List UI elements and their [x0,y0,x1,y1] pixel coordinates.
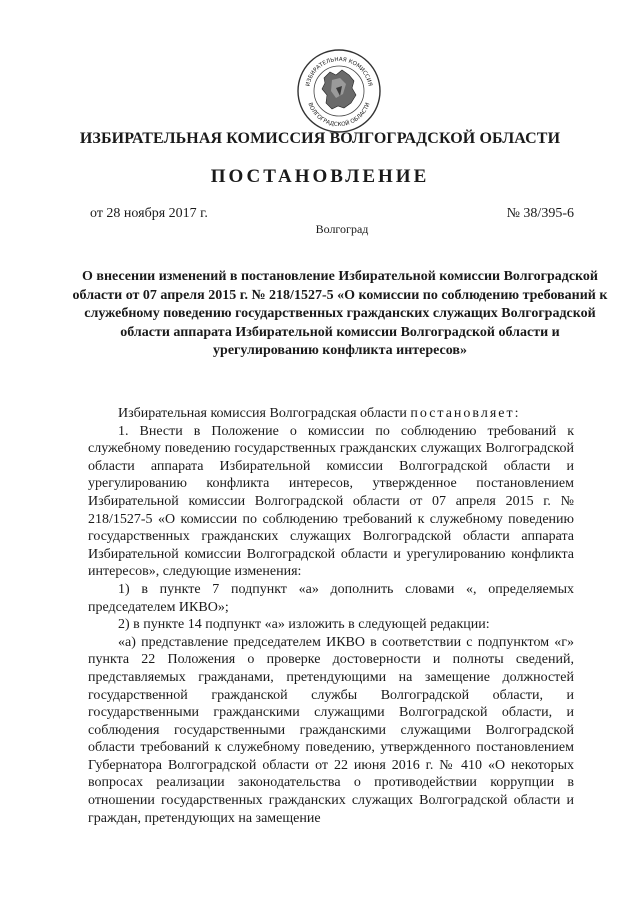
svg-text:ВОЛГОГРАДСКОЙ ОБЛАСТИ: ВОЛГОГРАДСКОЙ ОБЛАСТИ [306,101,372,129]
intro-prefix: Избирательная комиссия Волгоградская области [118,406,407,421]
commission-emblem-icon [296,48,382,134]
organization-name: ИЗБИРАТЕЛЬНАЯ КОМИССИЯ ВОЛГОГРАДСКОЙ ОБЛАСТИ [79,130,561,147]
document-title: О внесении изменений в постановление Избирательной комиссии Волгоградской области от 07 апреля 2015 г. № 218/1527-5 «О комиссии по соблюдению требований к служебному поведению государственных гражданских служащих Волгоградской области аппарата Избирательной комиссии Волгоградской области и урегулированию конфликта интересов» [72,269,608,358]
paragraph-3: 2) в пункте 14 подпункт «а» изложить в следующей редакции: [118,617,490,633]
paragraph-1: 1. Внести в Положение о комиссии по соблюдению требований к служебному поведению государственных гражданских служащих Волгоградской области аппарата Избирательной комиссии Волгоградской области и урегулированию конфликта интересов, утвержденное постановлением Избирательной комиссии Волгоградской области от 07 апреля 2015 г. № 218/1527-5 «О комиссии по соблюдению требований к служебному поведению государственных гражданских служащих Волгоградской области аппарата Избирательной комиссии Волгоградской области и урегулированию конфликта интересов», следующие изменения: [88,423,574,580]
intro-verb: постановляет: [410,406,521,421]
document-number: № 38/395-6 [506,206,574,221]
document-type: ПОСТАНОВЛЕНИЕ [210,166,430,187]
intro-paragraph [88,405,574,423]
paragraph-2: 1) в пункте 7 подпункт «а» дополнить словами «, определяемых председателем ИКВО»; [88,581,574,615]
document-city: Волгоград [315,222,369,236]
svg-text:ИЗБИРАТЕЛЬНАЯ КОМИССИЯ: ИЗБИРАТЕЛЬНАЯ КОМИССИЯ [305,56,373,87]
document-date: от 28 ноября 2017 г. [90,206,208,221]
paragraph-4: «а) представление председателем ИКВО в соответствии с подпунктом «г» пункта 22 Положения о проверке достоверности и полноты сведений, представляемых гражданами, претендующими на замещение должностей государственной гражданской службы Волгоградской области, и государственными гражданскими служащими Волгоградской области, и соблюдения государственными гражданскими служащими Волгоградской области требований к служебному поведению, утвержденного постановлением Губернатора Волгоградской области от 22 июня 2016 г. № 410 «О некоторых вопросах реализации законодательства о противодействии коррупции в отношении государственных гражданских служащих Волгоградской области и граждан, претендующих на замещение [88,634,574,826]
document-body [88,405,574,827]
